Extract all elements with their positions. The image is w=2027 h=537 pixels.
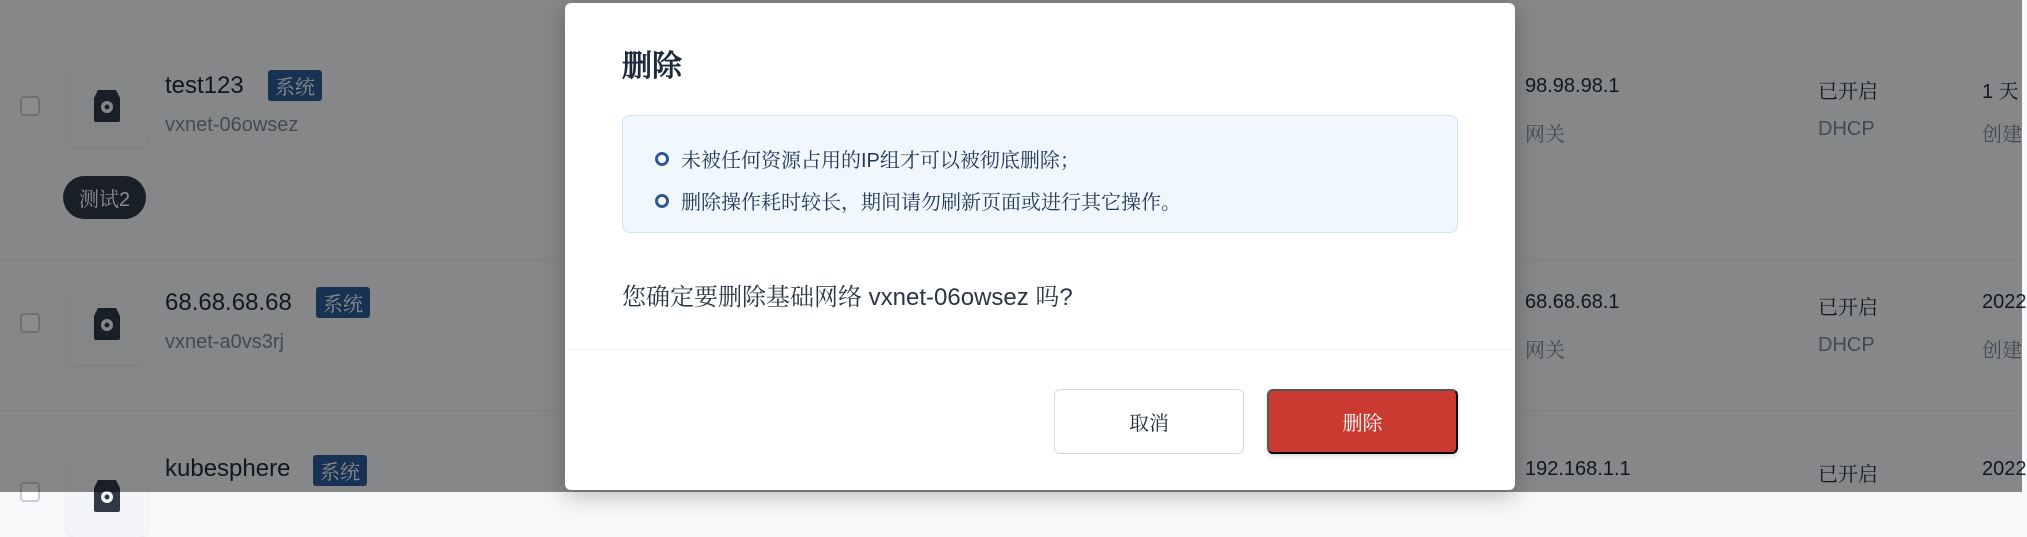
- network-id: vxnet-a0vs3rj: [165, 331, 284, 353]
- gateway-ip: 192.168.1.1: [1525, 458, 1631, 480]
- ring-bullet-icon: [655, 194, 669, 208]
- dhcp-status: 已开启: [1818, 464, 1878, 486]
- create-time: 1 天: [1982, 81, 2019, 103]
- system-badge: 系统: [316, 287, 370, 318]
- gateway-ip: 98.98.98.1: [1525, 75, 1620, 97]
- notice-text: 删除操作耗时较长，期间请勿刷新页面或进行其它操作。: [681, 192, 1181, 214]
- gateway-ip: 68.68.68.1: [1525, 291, 1620, 313]
- notice-item: [655, 186, 1181, 215]
- tag-chip[interactable]: 测试2: [63, 176, 146, 219]
- confirm-question: 您确定要删除基础网络 vxnet-06owsez 吗?: [622, 284, 1073, 311]
- dhcp-label: DHCP: [1818, 118, 1875, 140]
- network-name[interactable]: test123: [165, 72, 244, 99]
- network-name[interactable]: kubesphere: [165, 455, 291, 482]
- delete-modal: [565, 3, 1515, 490]
- notice-item: [655, 144, 1080, 173]
- gateway-label: 网关: [1525, 340, 1565, 362]
- dhcp-status: 已开启: [1818, 297, 1878, 319]
- gateway-label: 网关: [1525, 124, 1565, 146]
- create-time: 2022: [1982, 458, 2027, 480]
- create-time-label: 创建: [1982, 340, 2022, 362]
- delete-button[interactable]: 删除: [1267, 389, 1458, 454]
- system-badge: 系统: [268, 70, 322, 101]
- cancel-button[interactable]: 取消: [1054, 389, 1244, 454]
- notice-box: [622, 115, 1458, 233]
- ring-bullet-icon: [655, 152, 669, 166]
- modal-divider: [565, 349, 1515, 350]
- system-badge: 系统: [313, 455, 367, 486]
- dhcp-label: DHCP: [1818, 334, 1875, 356]
- network-name[interactable]: 68.68.68.68: [165, 289, 292, 316]
- create-time: 2022: [1982, 291, 2027, 313]
- create-time-label: 创建: [1982, 124, 2022, 146]
- modal-title: 删除: [622, 50, 682, 83]
- dhcp-status: 已开启: [1818, 81, 1878, 103]
- network-id: vxnet-06owsez: [165, 114, 299, 136]
- notice-text: 未被任何资源占用的IP组才可以被彻底删除；: [681, 150, 1080, 172]
